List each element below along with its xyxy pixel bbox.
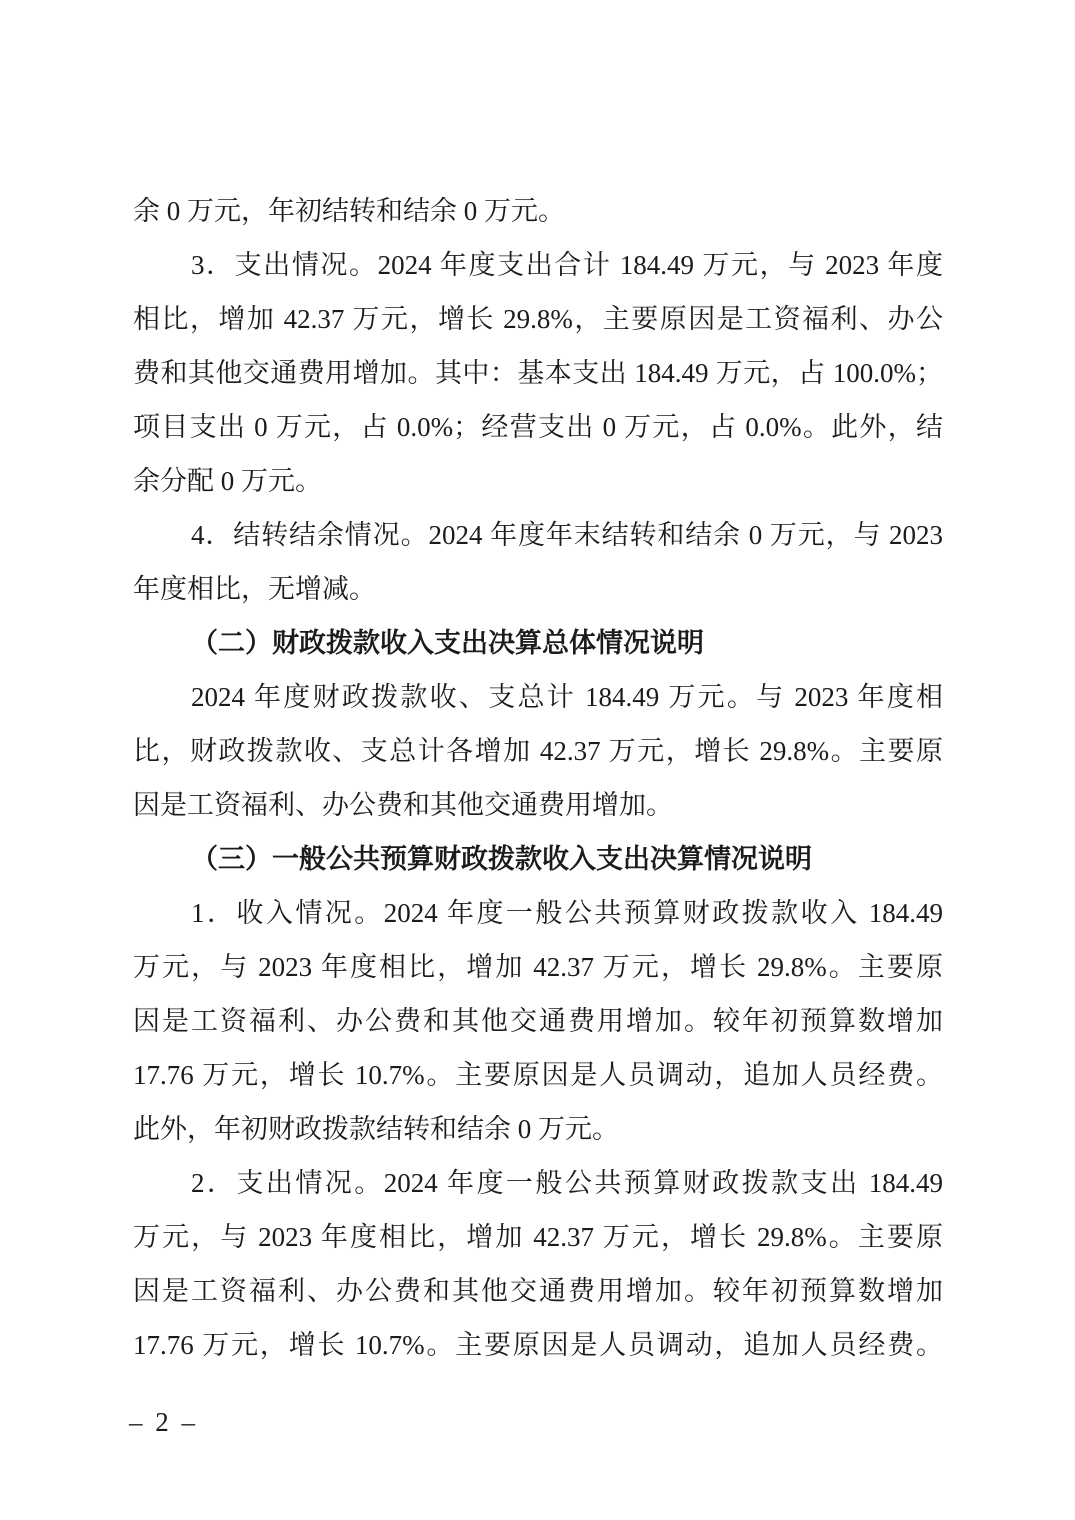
text-line: 万元，与 2023 年度相比，增加 42.37 万元，增长 29.8%。主要原 [133, 1222, 943, 1252]
text-line: 17.76 万元，增长 10.7%。主要原因是人员调动，追加人员经费。 [133, 1060, 943, 1090]
text-line-paragraph-end: 余 0 万元，年初结转和结余 0 万元。 [133, 196, 565, 226]
text-line: 比，财政拨款收、支总计各增加 42.37 万元，增长 29.8%。主要原 [133, 736, 943, 766]
text-line-paragraph-end: 余分配 0 万元。 [133, 466, 322, 496]
text-line-item-4-carryover: 4．结转结余情况。2024 年度年末结转和结余 0 万元，与 2023 [191, 520, 943, 550]
page-number: – 2 – [129, 1407, 198, 1437]
text-line: 项目支出 0 万元，占 0.0%；经营支出 0 万元，占 0.0%。此外，结 [133, 412, 943, 442]
text-line-item-3-expense: 3．支出情况。2024 年度支出合计 184.49 万元，与 2023 年度 [191, 250, 943, 280]
text-line: 17.76 万元，增长 10.7%。主要原因是人员调动，追加人员经费。 [133, 1330, 943, 1360]
text-line: 万元，与 2023 年度相比，增加 42.37 万元，增长 29.8%。主要原 [133, 952, 943, 982]
text-line: 相比，增加 42.37 万元，增长 29.8%，主要原因是工资福利、办公 [133, 304, 943, 334]
text-line-paragraph-end: 此外，年初财政拨款结转和结余 0 万元。 [133, 1114, 619, 1144]
section-heading-3: （三）一般公共预算财政拨款收入支出决算情况说明 [191, 844, 812, 874]
section-heading-2: （二）财政拨款收入支出决算总体情况说明 [191, 628, 704, 658]
text-line: 2024 年度财政拨款收、支总计 184.49 万元。与 2023 年度相 [191, 682, 943, 712]
text-line-item-2-expense: 2．支出情况。2024 年度一般公共预算财政拨款支出 184.49 [191, 1168, 943, 1198]
text-line: 因是工资福利、办公费和其他交通费用增加。较年初预算数增加 [133, 1276, 943, 1306]
document-body [133, 184, 943, 1372]
text-line: 费和其他交通费用增加。其中：基本支出 184.49 万元，占 100.0%； [133, 358, 943, 388]
text-line-paragraph-end: 年度相比，无增减。 [133, 574, 376, 604]
text-line-item-1-income: 1．收入情况。2024 年度一般公共预算财政拨款收入 184.49 [191, 898, 943, 928]
text-line: 因是工资福利、办公费和其他交通费用增加。较年初预算数增加 [133, 1006, 943, 1036]
text-line-paragraph-end: 因是工资福利、办公费和其他交通费用增加。 [133, 790, 673, 820]
